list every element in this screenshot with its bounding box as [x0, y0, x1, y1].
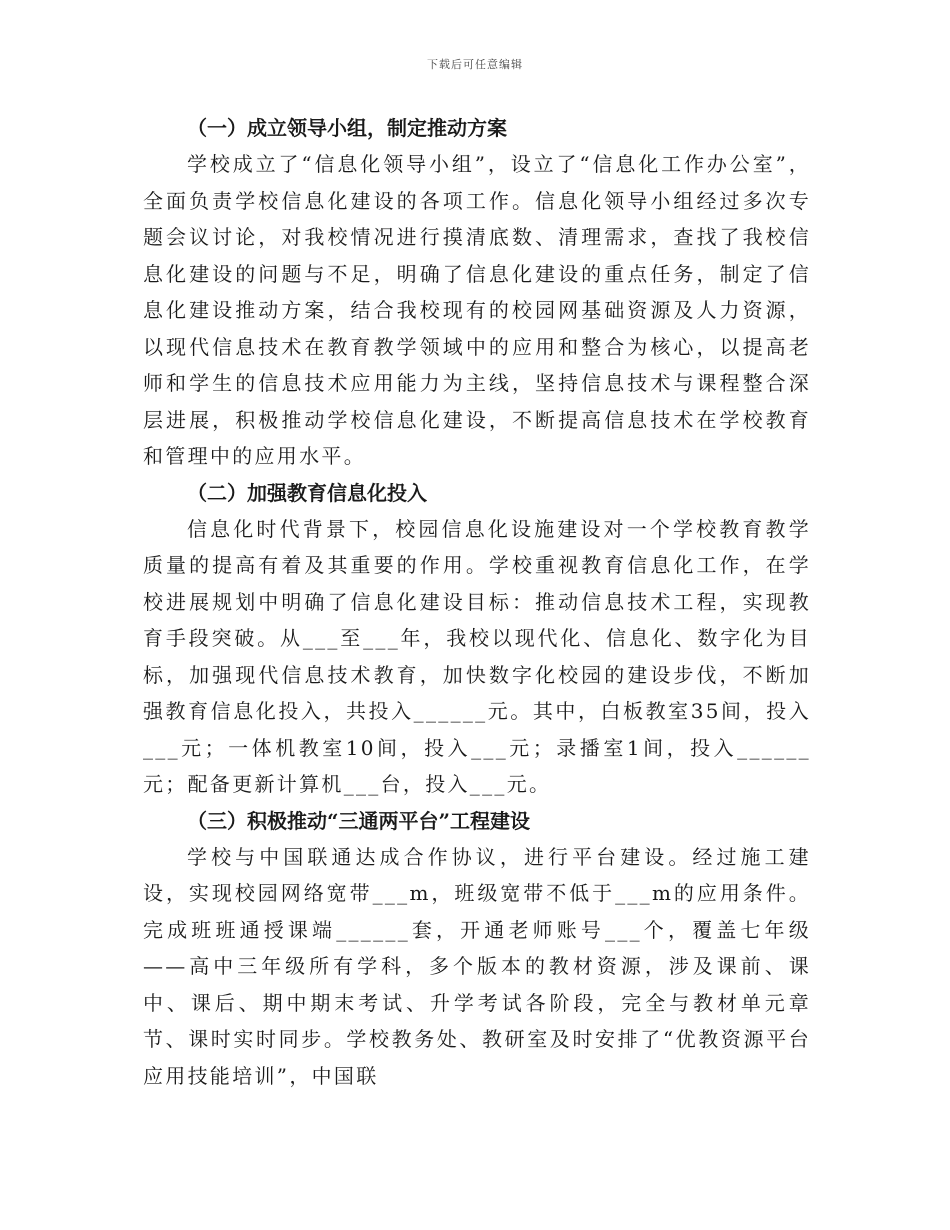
section-2-heading: （二）加强教育信息化投入	[187, 480, 427, 505]
section-2-paragraph: 信息化时代背景下，校园信息化设施建设对一个学校教育教学质量的提高有着及其重要的作用。学校重视教育信息化工作，在学校进展规划中明确了信息化建设目标：推动信息技术工程，实现教育手段突破。从___至___年，我校以现代化、信息化、数字化为目标，加强现代信息技术教育，加快数字化校园的建设步伐，不断加强教育信息化投入，共投入______元。其中，白板教室35间，投入___元；一体机教室10间，投入___元；录播室1间，投入______元；配备更新计算机___台，投入___元。	[143, 516, 811, 796]
document-body	[143, 110, 811, 1094]
section-3-heading: （三）积极推动“三通两平台”工程建设	[187, 808, 531, 833]
section-1-paragraph: 学校成立了“信息化领导小组”，设立了“信息化工作办公室”，全面负责学校信息化建设的各项工作。信息化领导小组经过多次专题会议讨论，对我校情况进行摸清底数、清理需求，查找了我校信息化建设的问题与不足，明确了信息化建设的重点任务，制定了信息化建设推动方案，结合我校现有的校园网基础资源及人力资源，以现代信息技术在教育教学领域中的应用和整合为核心，以提高老师和学生的信息技术应用能力为主线，坚持信息技术与课程整合深层进展，积极推动学校信息化建设，不断提高信息技术在学校教育和管理中的应用水平。	[143, 152, 811, 468]
page-header-note: 下载后可任意编辑	[427, 58, 523, 71]
section-3-paragraph: 学校与中国联通达成合作协议，进行平台建设。经过施工建设，实现校园网络宽带___m，班级宽带不低于___m的应用条件。完成班班通授课端______套，开通老师账号___个，覆盖七年级——高中三年级所有学科，多个版本的教材资源，涉及课前、课中、课后、期中期末考试、升学考试各阶段，完全与教材单元章节、课时实时同步。学校教务处、教研室及时安排了“优教资源平台应用技能培训”，中国联	[143, 844, 811, 1088]
section-1-heading: （一）成立领导小组，制定推动方案	[187, 116, 507, 140]
